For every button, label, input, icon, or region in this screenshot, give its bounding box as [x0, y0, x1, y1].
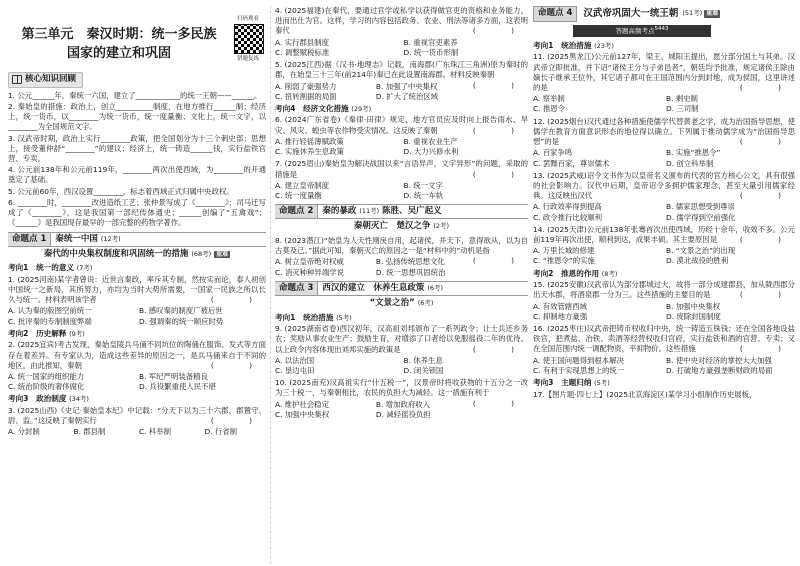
answer-bracket[interactable]: ( ): [472, 169, 528, 179]
option[interactable]: C. “推恩令”的实施: [533, 256, 595, 266]
option[interactable]: A. 行政效率得到提高: [533, 202, 602, 212]
topic-1-heading: [8, 232, 266, 247]
topic-label: 命题点 4: [533, 6, 577, 22]
option[interactable]: A. 推行轻徭薄赋政策: [275, 136, 344, 146]
option[interactable]: D. 漠北战役的胜利: [666, 256, 729, 266]
topic-subtitle: 秦代的中央集权制度和巩固统一的措施: [43, 248, 189, 259]
kaoxiang-heading: 考向3 政治制度 (34考): [8, 394, 89, 404]
question-stem: 16. (2025枣庄)汉武帝把铸币权收归中央，统一铸造五铢钱；还在全国各地设盐铁官，把煮盐、冶铁、卖酒等经营权收归官府，实行盐铁和酒的官营、专卖；又在全国范围内统一调配物资，平抑物价。这些措施 ( ): [533, 324, 795, 354]
core-line: 1. 公元______年，秦统一六国，建立了____________的统一王朝——______。: [8, 90, 262, 100]
kaoxiang-heading: 考向1 统治措施 (23考): [533, 40, 614, 50]
option[interactable]: C. 消灭种种异端学说: [275, 267, 344, 277]
option[interactable]: B. 休养生息: [403, 355, 443, 365]
option[interactable]: C. 罢黜百家，尊崇儒术: [533, 158, 610, 168]
kaoxiang-heading: 考向1 统治措施 (5考): [275, 312, 352, 322]
topic-title: 西汉的建立 休养生息政策: [322, 282, 425, 293]
option[interactable]: B. 使中央对经济的掌控大大加强: [666, 355, 772, 365]
answer-bracket[interactable]: ( ): [739, 82, 795, 92]
option-list: [533, 94, 795, 114]
option[interactable]: D. 强调秦的统一顺应时势: [139, 316, 224, 326]
option[interactable]: D. 三司制: [666, 104, 699, 114]
option[interactable]: D. 扩大了统治区域: [375, 91, 439, 101]
option[interactable]: D. 打破地方豪强垄断财政的局面: [666, 365, 773, 375]
core-knowledge-heading: 核心知识回顾: [8, 72, 83, 88]
topic-count: (6考): [427, 283, 444, 292]
qr-caption-bottom: 错题复练: [236, 56, 259, 62]
option[interactable]: A. 万里长城的修建: [533, 246, 595, 256]
question-stem: 5. (2025江西)据《汉书·地理志》记载，南海郡(广东珠江三角洲)原为秦时的郡，在始皇三十三年(前214年)秦已在此设置南海郡。材料反映秦朝 ( ): [275, 60, 528, 90]
question-stem: 3. (2025山西)《史记·秦始皇本纪》中记载：“分天下以为三十六郡，郡置守、尉、监。”这反映了秦朝实行 ( ): [8, 405, 266, 426]
topic-label: 命题点 1: [8, 233, 51, 246]
question-stem: 6. (2024广东省卷)《秦律·田律》规定，地方官员应及时向上报告雨水、旱灾、风灾、蝗虫等农作物受灾情况。这反映了秦朝 ( ): [275, 115, 528, 135]
option[interactable]: D. 统一货币形制: [403, 47, 459, 57]
option[interactable]: A. 削弱了豪强势力: [275, 81, 337, 91]
option-list: [275, 181, 528, 201]
option[interactable]: D. 行省制: [204, 427, 238, 437]
kaoxiang-heading: 考向2 历史解释 (9考): [8, 328, 85, 338]
option[interactable]: A. 百家争鸣: [533, 148, 573, 158]
option-list: [8, 372, 266, 392]
kaoxiang-heading: 考向3 主题归纳 (5考): [533, 378, 610, 388]
answer-bracket[interactable]: ( ): [472, 26, 528, 36]
left-column: [8, 6, 266, 564]
core-line: 3. 汉武帝时期，政治上实行________政策，把全国划分为十三个刺史部；思想上，接受董仲舒“________”的建议；经济上，统一铸造______钱，实行盐铁官营、专卖。: [8, 133, 266, 164]
option[interactable]: A. 使王国问题得到根本解决: [533, 355, 624, 365]
question-stem: 17.【图片题·四七上】(2025北京海淀区)某学习小组制作历史展板，: [533, 389, 757, 399]
option-list: [275, 82, 473, 102]
kaoxiang-heading: 考向1 统一的意义 (7考): [8, 263, 93, 273]
option-list: [533, 202, 795, 222]
option[interactable]: B. 重视官吏素养: [403, 37, 458, 47]
unit-title-line1: 第三单元 秦汉时期：统一多民族: [21, 27, 217, 42]
answer-bracket[interactable]: ( ): [472, 256, 528, 266]
option[interactable]: D. 闭关锁国: [403, 365, 444, 375]
topic-3-heading: [275, 281, 528, 296]
unit-title: [8, 6, 266, 64]
option[interactable]: C. 调整赋税标准: [275, 47, 330, 57]
option[interactable]: D. 统一思想巩固统治: [375, 267, 446, 277]
core-line: 6. ________时，________改进造纸工艺；张仲景写成了《________》；司马迁写成了《________》，这是我国第一部纪传体通史；______创编了“五禽戏”；《______》是我国现存最早的一部完整的药物学著作。: [8, 197, 266, 228]
kaoxiang-heading: 考向4 经济文化措施 (29考): [275, 103, 372, 113]
topic-count: (11考): [359, 207, 380, 216]
topic-subcount: (68考): [191, 249, 212, 258]
option[interactable]: B. 增加政府收入: [375, 399, 431, 409]
topic-label: 命题点 3: [275, 282, 318, 295]
option[interactable]: B. 弘扬传统思想文化: [375, 257, 445, 267]
option-list: [275, 38, 528, 58]
answer-bracket[interactable]: ( ): [472, 80, 528, 90]
option-list: [275, 137, 528, 157]
option[interactable]: A. 认为秦的版图空前统一: [8, 306, 92, 316]
option[interactable]: C. 统治阶级的奢侈腐化: [8, 382, 85, 392]
question-stem: 9. (2025湖南省卷)西汉初年，汉高祖刘邦颁布了一系列政令；让士兵还乡务农；奖励从事农业生产；鼓励生育，对增添了口者给以免服徭役二年的优待。以上政令内容体现出刘邦实施的政策是 ( ): [275, 324, 528, 354]
option-list: [8, 306, 266, 326]
option-list: [275, 257, 473, 277]
question-stem: 11. (2025黑龙江)公元前127年，梁王、城阳王提出，愿分部分国土与其弟。汉武帝立即批准，并下诏“诸侯王分与子弟邑者”，朝廷均予批准，规定诸侯王除由嫡长子继承王位外，其它诸子都可在王国范围内分到封地，成为侯国，这里讲述的是 ( ): [533, 52, 795, 92]
question-stem: 13. (2025武威)诏令文书作为以皇帝名义颁布的代表的官方核心公文，具有很强的社会影响力。汉代中后期，皇帝诏令多拥护儒家理念，甚至大量引用儒家经典。这反映出汉代 ( ): [533, 170, 795, 201]
option[interactable]: B. 儒家思想受到尊崇: [666, 202, 735, 212]
option[interactable]: A. 察举制: [533, 94, 565, 104]
option[interactable]: A. 建立皇帝制度: [275, 180, 329, 190]
option[interactable]: B. 统一文字: [403, 180, 443, 190]
answer-bracket[interactable]: ( ): [472, 125, 528, 135]
topic-title: 秦统一中国: [55, 233, 98, 244]
frequency-sticker: 答题高频考点$^{5443}$: [573, 25, 711, 37]
unit-header: [8, 6, 266, 70]
option[interactable]: C. 有利于实现思想上的统一: [533, 365, 625, 375]
question-stem: 2. (2025宜宾)考古发现，秦始皇陵兵马俑不同坑位的陶俑在服饰、发式等方面存在着差异。有专家认为，造成这些差异的原因之一，是兵马俑来自于不同的地区。由此推知，秦朝 ( ): [8, 340, 266, 370]
difficulty-badge: 重难: [216, 250, 229, 258]
question-stem: 10. (2025南充)汉高祖实行“什五税一”，汉景帝时将收获物的十五分之一改为三十税一，与秦朝相比，农民的负担大为减轻。这一措施有利于 ( ): [275, 378, 528, 408]
option[interactable]: C. 政令推行比较顺利: [533, 212, 602, 222]
core-line: 4. 公元前138年和公元前119年，________两次出使西域，为________的开通奠定了基础。: [8, 165, 266, 185]
option[interactable]: D. 统一车轨: [403, 190, 444, 200]
option[interactable]: C. 推恩令: [533, 104, 566, 114]
option[interactable]: D. 儒学得到空前强化: [666, 212, 736, 222]
option[interactable]: B. 军纪严明装备精良: [139, 372, 208, 382]
option[interactable]: B. 实施“推恩令”: [666, 148, 721, 158]
answer-bracket[interactable]: ( ): [210, 416, 266, 426]
core-line: 5. 公元前60年，西汉设置________，标志着西域正式归属中央政权。: [8, 186, 234, 196]
option-list: [533, 356, 795, 376]
option[interactable]: A. 分封制: [8, 427, 40, 437]
option[interactable]: C. 批评秦的专制制度弊端: [8, 316, 92, 326]
option[interactable]: D. 兵役繁重使人民不堪: [139, 382, 216, 392]
option-list: [533, 148, 795, 168]
core-line: 2. 秦始皇的措施：政治上，创立__________制度，在地方推行______制；经济上，统一货币，以________为统一货币，统一度量衡；文化上，统一文字，以________为全国规范文字。: [8, 101, 266, 132]
option[interactable]: A. 有效管辖西域: [533, 301, 587, 311]
qr-code-icon[interactable]: [234, 24, 264, 54]
topic-2-heading: [275, 204, 528, 219]
answer-bracket[interactable]: ( ): [739, 290, 795, 300]
answer-bracket[interactable]: ( ): [472, 344, 528, 354]
topic-4-heading: [533, 6, 795, 22]
qr-caption-top: 扫码观看: [236, 16, 259, 22]
option-list: [275, 356, 528, 376]
option[interactable]: C. 抑制地方豪强: [533, 311, 588, 321]
option[interactable]: B. 加强了中央集权: [375, 81, 438, 91]
option[interactable]: A. 维护社会稳定: [275, 399, 329, 409]
option[interactable]: A. 统一国家的组织能力: [8, 372, 85, 382]
option-list: [533, 302, 795, 322]
option-list: [533, 246, 795, 266]
topic-title: 秦的暴政: [322, 206, 357, 217]
question-stem: 8. (2023潜江)“始皇为人天性刚戾自用，起诸侯，并天下，意得欲从，以为自古莫及己。”据此可知，秦朝灭亡的原因之一是“材料中的”动机是指 ( ): [275, 235, 528, 266]
option[interactable]: A. 树立皇帝绝对权威: [275, 257, 344, 267]
book-icon: [12, 75, 22, 84]
option[interactable]: B. “文景之治”的出现: [666, 246, 736, 256]
answer-bracket[interactable]: ( ): [739, 137, 795, 147]
option[interactable]: C. 垦边屯田: [275, 365, 315, 375]
answer-bracket[interactable]: ( ): [739, 344, 795, 354]
question-stem: 14. (2025天津)公元前138年张骞首次出使西域，历经十余年，收效不多。公元前119年再次出使，顺利到达，成果丰硕。其主要原因是 ( ): [533, 224, 795, 245]
option[interactable]: B. 加强中央集权: [666, 301, 721, 311]
topic-1-subheading: [8, 249, 266, 261]
option[interactable]: D. 大力兴修水利: [403, 147, 459, 157]
option[interactable]: B. 剩史制: [666, 94, 698, 104]
option[interactable]: B. 重视农业生产: [403, 136, 458, 146]
option[interactable]: C. 加强中央集权: [275, 409, 330, 419]
answer-bracket[interactable]: ( ): [739, 191, 795, 201]
right-column: [533, 6, 795, 564]
kaoxiang-heading: 考向2 推恩的作用 (8考): [533, 268, 618, 278]
question-stem: 1. (2025河南)某学者曾说：近世言秦政，率斥其专制，然按实而论，泰人初创中国统一之新局，其所努力，亦均为当时大势所需要，一国家一民族之所以长久与统一。材料表明该学者 ( ): [8, 274, 266, 305]
topic-title: 汉武帝巩固大一统王朝: [583, 8, 679, 20]
question-stem: 4. (2025福建)在秦代，要通过官学或私学以获得做官吏的资格和业务能力，进而出仕为官。这样，学习的内容包括政务、农业、刑法等诸多方面，这表明秦代 ( ): [275, 6, 528, 36]
topic-count: (12考): [100, 234, 121, 243]
option[interactable]: C. 实施休养生息政策: [275, 147, 344, 157]
option[interactable]: C. 扭转割据的局面: [275, 91, 337, 101]
middle-column: [270, 6, 528, 564]
answer-bracket[interactable]: ( ): [210, 295, 266, 305]
answer-bracket[interactable]: ( ): [472, 398, 528, 408]
option-list: [8, 427, 266, 437]
option[interactable]: D. 创立科举制: [666, 158, 714, 168]
topic-2-subheading: 秦朝灭亡 楚汉之争 (2考): [353, 221, 450, 232]
option-list: [275, 400, 473, 420]
question-stem: 7. (2025眉山)秦始皇为解决战国以来“言语异声，文字异形”的问题，采取的措施是 ( ): [275, 159, 528, 179]
option[interactable]: D. 减轻徭役负担: [375, 409, 431, 419]
question-stem: 12. (2025烟台)汉代通过各种措施使儒学代替黄老之学，成为治国指导思想，使儒学在教育方面意识形态的地位得以确立。下列属于推动儒学成为“治国指导思想”的是 ( ): [533, 116, 795, 147]
option[interactable]: C. 科举制: [139, 427, 172, 437]
topic-title-b: 陈胜、吴广起义: [382, 206, 442, 217]
unit-title-line2: 国家的建立和巩固: [66, 45, 171, 61]
topic-label: 命题点 2: [275, 205, 318, 218]
option[interactable]: B. 感叹秦的制度广被后世: [139, 306, 223, 316]
option[interactable]: A. 以法治国: [275, 355, 315, 365]
difficulty-badge: 重难: [706, 9, 719, 17]
answer-bracket[interactable]: ( ): [739, 235, 795, 245]
option[interactable]: A. 实行郡县制度: [275, 37, 329, 47]
question-stem: 15. (2025安徽)汉武帝认为部分郡城过大，故将一部分成建郡县，加从陇西郡分出天水郡，将酒泉郡一分为三。这些措施的主要目的是 ( ): [533, 280, 795, 300]
option[interactable]: C. 统一度量衡: [275, 190, 322, 200]
topic-count: (51考): [682, 9, 703, 18]
answer-bracket[interactable]: ( ): [210, 360, 266, 370]
option[interactable]: B. 郡县制: [73, 427, 106, 437]
option[interactable]: D. 废除封国制度: [666, 311, 721, 321]
topic-3-subheading: “文景之治” (6考): [369, 297, 434, 308]
